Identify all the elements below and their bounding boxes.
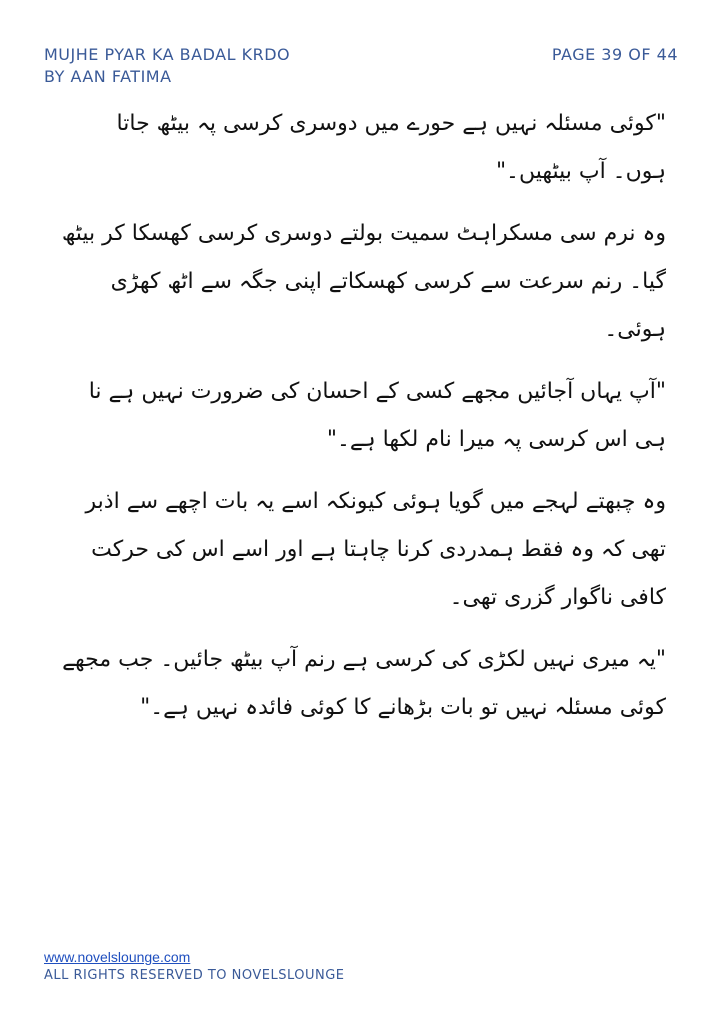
website-link[interactable]: www.novelslounge.com [44,949,191,965]
author-name: BY AAN FATIMA [44,67,172,86]
story-body [58,100,666,746]
paragraph: "آپ یہاں آجائیں مجھے کسی کے احسان کی ضرورت نہیں ہے نا ہی اس کرسی پہ میرا نام لکھا ہے۔" [88,379,666,452]
paragraph: وہ نرم سی مسکراہٹ سمیت بولتے دوسری کرسی کھسکا کر بیٹھ گیا۔ رنم سرعت سے کرسی کھسکاتے اپنی جگہ سے اٹھ کھڑی ہوئی۔ [61,221,666,342]
copyright-notice: ALL RIGHTS RESERVED TO NOVELSLOUNGE [44,968,345,983]
page-footer [44,948,345,986]
paragraph: وہ چبھتے لہجے میں گویا ہوئی کیونکہ اسے یہ بات اچھے سے اذبر تھی کہ وہ فقط ہمدردی کرنا چاہتا ہے اور اسے اس کی حرکت کافی ناگوار گزری تھی۔ [85,489,666,610]
paragraph: "کوئی مسئلہ نہیں ہے حورے میں دوسری کرسی پہ بیٹھ جاتا ہوں۔ آپ بیٹھیں۔" [116,111,666,184]
paragraph: "یہ میری نہیں لکڑی کی کرسی ہے رنم آپ بیٹھ جائیں۔ جب مجھے کوئی مسئلہ نہیں تو بات بڑھانے کا کوئی فائدہ نہیں ہے۔" [62,647,666,720]
page-header [44,44,290,88]
novel-title: MUJHE PYAR KA BADAL KRDO [44,45,291,64]
page-number: PAGE 39 OF 44 [551,45,678,64]
